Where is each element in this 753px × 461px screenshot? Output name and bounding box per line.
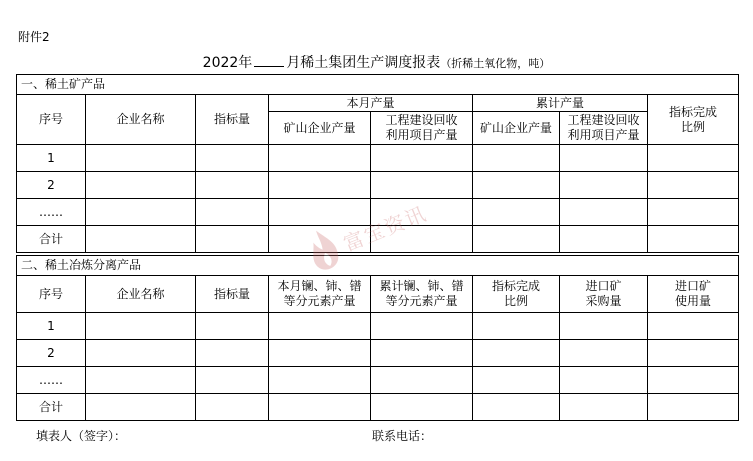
cell-input[interactable] [560,367,648,394]
filler-signature-label: 填表人（签字）： [36,429,127,443]
row-seq: 1 [17,145,86,172]
cell-input[interactable] [371,226,473,253]
col-seq: 序号 [17,95,86,145]
col-completion-ratio: 指标完成 比例 [473,276,560,313]
cell-input[interactable] [473,145,560,172]
cell-input[interactable] [371,145,473,172]
col-mine-output-cum: 矿山企业产量 [473,112,560,145]
cell-input[interactable] [86,226,196,253]
row-seq: 合计 [17,226,86,253]
cell-input[interactable] [560,394,648,421]
cell-input[interactable] [196,145,269,172]
table-row [17,199,739,226]
table-row [17,172,739,199]
cell-input[interactable] [371,340,473,367]
cell-input[interactable] [196,367,269,394]
table-row [17,313,739,340]
row-seq: 2 [17,172,86,199]
cell-input[interactable] [473,340,560,367]
cell-input[interactable] [473,172,560,199]
col-project-output-cum: 工程建设回收 利用项目产量 [560,112,648,145]
table-row [17,367,739,394]
cell-input[interactable] [473,313,560,340]
cell-input[interactable] [371,313,473,340]
col-company: 企业名称 [86,95,196,145]
col-cum-elements: 累计镧、铈、镨 等分元素产量 [371,276,473,313]
cell-input[interactable] [648,145,739,172]
cell-input[interactable] [648,367,739,394]
cell-input[interactable] [196,394,269,421]
table-row [17,394,739,421]
col-project-output-month: 工程建设回收 利用项目产量 [371,112,473,145]
col-seq: 序号 [17,276,86,313]
cell-input[interactable] [560,145,648,172]
month-blank [254,54,284,67]
section2-header: 二、稀土冶炼分离产品 [17,256,739,276]
cell-input[interactable] [86,172,196,199]
cell-input[interactable] [86,340,196,367]
col-indicator: 指标量 [196,95,269,145]
col-company: 企业名称 [86,276,196,313]
col-completion-ratio: 指标完成 比例 [648,95,739,145]
title-suffix: 月稀土集团生产调度报表 [286,55,441,71]
cell-input[interactable] [560,199,648,226]
cell-input[interactable] [648,199,739,226]
cell-input[interactable] [371,367,473,394]
row-seq: 合计 [17,394,86,421]
cell-input[interactable] [196,172,269,199]
cell-input[interactable] [196,340,269,367]
cell-input[interactable] [560,172,648,199]
cell-input[interactable] [473,226,560,253]
col-mine-output-month: 矿山企业产量 [269,112,371,145]
cell-input[interactable] [86,394,196,421]
cell-input[interactable] [371,199,473,226]
cell-input[interactable] [269,145,371,172]
table-row [17,145,739,172]
cell-input[interactable] [560,340,648,367]
title-prefix: 2022年 [202,55,253,71]
cell-input[interactable] [371,394,473,421]
rare-earth-mine-table [16,74,739,253]
cell-input[interactable] [196,199,269,226]
cell-input[interactable] [269,394,371,421]
rare-earth-smelting-table [16,255,739,421]
page-title [0,52,753,72]
cell-input[interactable] [86,145,196,172]
cell-input[interactable] [86,313,196,340]
cell-input[interactable] [86,199,196,226]
col-import-purchase: 进口矿 采购量 [560,276,648,313]
section1-header: 一、稀土矿产品 [17,75,739,95]
row-seq: 2 [17,340,86,367]
col-import-use: 进口矿 使用量 [648,276,739,313]
cell-input[interactable] [473,367,560,394]
cell-input[interactable] [269,199,371,226]
cell-input[interactable] [648,172,739,199]
table-row [17,226,739,253]
row-seq: …… [17,367,86,394]
group-cumulative-output: 累计产量 [473,95,648,112]
row-seq: …… [17,199,86,226]
cell-input[interactable] [371,172,473,199]
cell-input[interactable] [269,172,371,199]
cell-input[interactable] [648,313,739,340]
watermark-text: 富宝资讯 [340,200,431,257]
cell-input[interactable] [473,394,560,421]
attachment-label: 附件2 [18,30,50,44]
cell-input[interactable] [473,199,560,226]
cell-input[interactable] [648,340,739,367]
cell-input[interactable] [196,313,269,340]
col-month-elements: 本月镧、铈、镨 等分元素产量 [269,276,371,313]
cell-input[interactable] [269,313,371,340]
cell-input[interactable] [196,226,269,253]
cell-input[interactable] [560,226,648,253]
cell-input[interactable] [648,394,739,421]
contact-phone-label: 联系电话： [372,429,433,443]
title-unit: （折稀土氧化物，吨） [440,57,551,70]
table-row [17,340,739,367]
group-month-output: 本月产量 [269,95,473,112]
cell-input[interactable] [269,367,371,394]
cell-input[interactable] [86,367,196,394]
col-indicator: 指标量 [196,276,269,313]
cell-input[interactable] [269,340,371,367]
cell-input[interactable] [269,226,371,253]
cell-input[interactable] [648,226,739,253]
cell-input[interactable] [560,313,648,340]
row-seq: 1 [17,313,86,340]
